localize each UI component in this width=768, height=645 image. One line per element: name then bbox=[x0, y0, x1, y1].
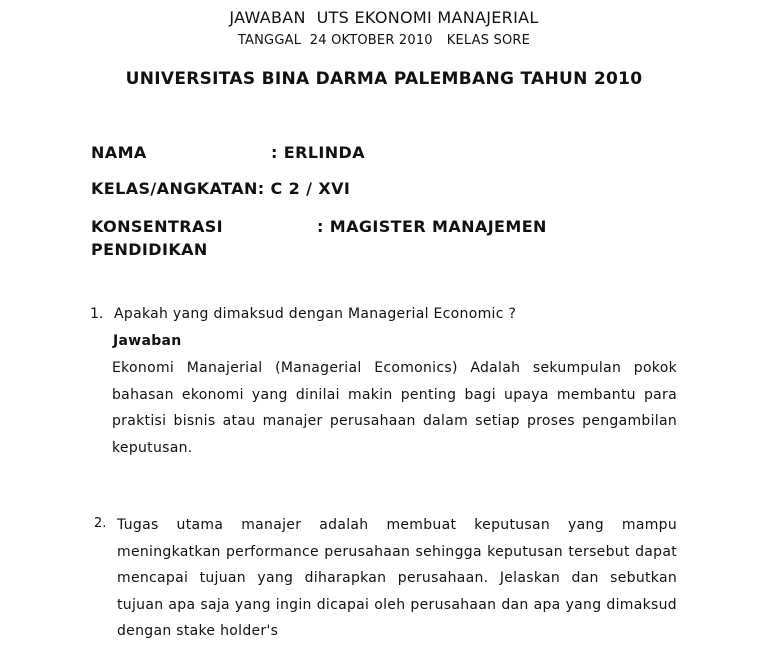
student-concentration-value: : MAGISTER MANAJEMEN bbox=[317, 217, 547, 236]
document-title: JAWABAN UTS EKONOMI MANAJERIAL bbox=[229, 8, 539, 27]
exam-date: TANGGAL 24 OKTOBER 2010 bbox=[237, 33, 433, 48]
answer-heading: Jawaban bbox=[113, 333, 182, 349]
concentration-label-line1: KONSENTRASI bbox=[91, 217, 224, 236]
concentration-label-line2: PENDIDIKAN bbox=[91, 240, 208, 259]
student-class-value: C 2 / XVI bbox=[270, 179, 351, 198]
student-concentration-row bbox=[91, 215, 547, 261]
question-text: Apakah yang dimaksud dengan Managerial Economic ? bbox=[114, 306, 517, 322]
university-heading: UNIVERSITAS BINA DARMA PALEMBANG TAHUN 2010 bbox=[125, 69, 643, 89]
student-class-label: KELAS/ANGKATAN: bbox=[91, 179, 265, 198]
answer-text: Ekonomi Manajerial (Managerial Ecomonics) Adalah sekumpulan pokok bahasan ekonomi yang dinilai makin penting bagi upaya membantu para praktisi bisnis atau manajer perusahaan dalam setiap proses pengambilan keputusan. bbox=[112, 360, 677, 456]
question-number: 1. bbox=[90, 306, 104, 322]
student-name-value: : ERLINDA bbox=[271, 143, 366, 162]
student-concentration-label bbox=[91, 215, 317, 261]
class-session: KELAS SORE bbox=[446, 33, 531, 48]
student-name-row bbox=[91, 143, 365, 162]
document-subtitle bbox=[0, 33, 768, 48]
question-number: 2. bbox=[94, 516, 107, 531]
question-text: Tugas utama manajer adalah membuat keputusan yang mampu meningkatkan performance perusahaan sehingga keputusan tersebut dapat mencapai tujuan yang diharapkan perusahaan. Jelaskan dan sebutkan tujuan apa saja yang ingin dicapai oleh perusahaan dan apa yang dimaksud dengan stake holder's bbox=[117, 517, 677, 639]
student-name-label: NAMA bbox=[91, 143, 147, 162]
student-class-row bbox=[91, 179, 350, 198]
